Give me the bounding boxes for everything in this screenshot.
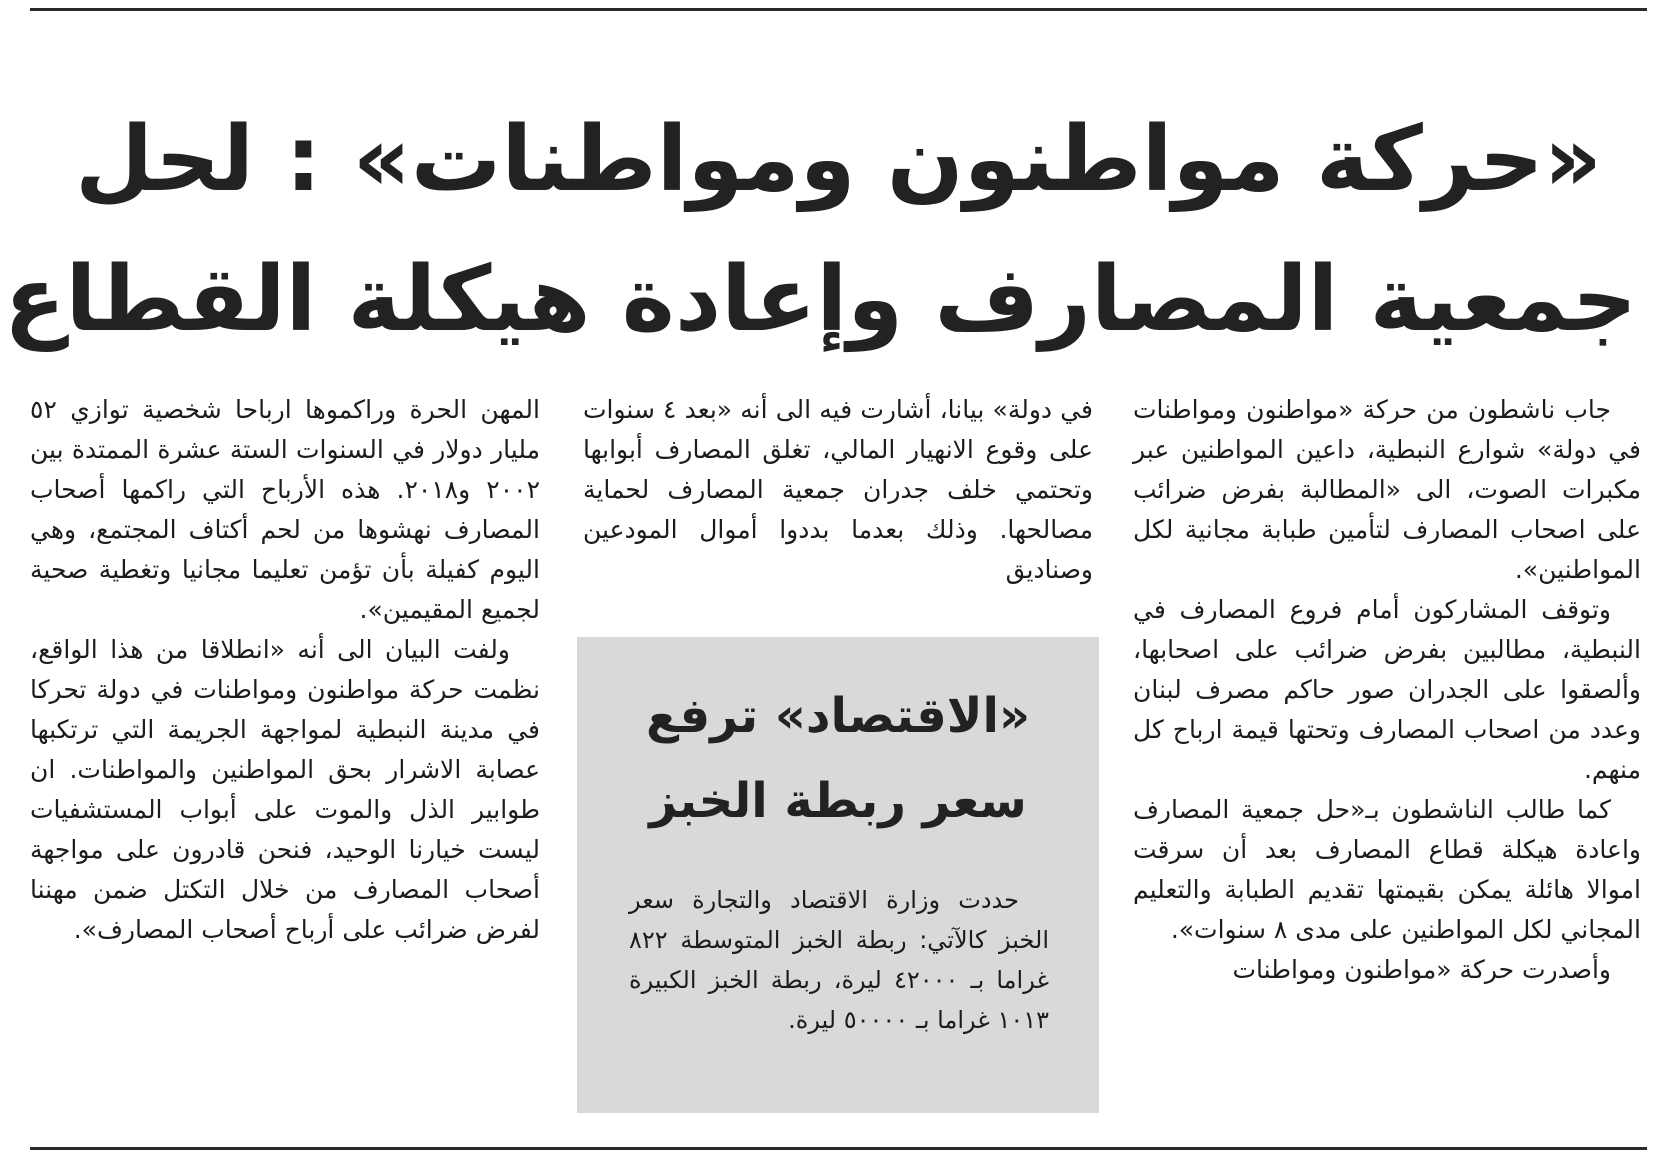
paragraph: المهن الحرة وراكموها ارباحا شخصية توازي ٥٢ مليار دولار في السنوات الستة عشرة الممتدة بين ٢٠٠٢ و٢٠١٨. هذه الأرباح التي راكمها أصحاب المصارف نهشوها من لحم أكتاف المجتمع، وهي اليوم كفيلة بأن تؤمن تعليما مجانيا وتغطية صحية لجميع المقيمين».: [30, 395, 540, 624]
paragraph: وتوقف المشاركون أمام فروع المصارف في النبطية، مطالبين بفرض ضرائب على اصحابها، وألصقوا على الجدران صور حاكم مصرف لبنان وعدد من اصحاب المصارف وتحتها قيمة ارباح كل منهم.: [1133, 595, 1641, 784]
article-column-left: [30, 390, 540, 950]
top-rule: [30, 8, 1647, 11]
paragraph: وأصدرت حركة «مواطنون ومواطنات: [1232, 955, 1611, 984]
sidebar-body: حددت وزارة الاقتصاد والتجارة سعر الخبز كالآتي: ربطة الخبز المتوسطة ٨٢٢ غراما بـ ٤٢٠٠٠ ليرة، ربطة الخبز الكبيرة ١٠١٣ غراما بـ ٥٠٠٠٠ ليرة.: [629, 886, 1049, 1034]
paragraph: في دولة» بيانا، أشارت فيه الى أنه «بعد ٤ سنوات على وقوع الانهيار المالي، تغلق المصارف أبوابها وتحتمي خلف جدران جمعية المصارف لحماية مصالحها. وذلك بعدما بددوا أموال المودعين وصناديق: [583, 395, 1093, 584]
bottom-rule: [30, 1147, 1647, 1150]
headline-line-2: جمعية المصارف وإعادة هيكلة القطاع: [3, 247, 1637, 352]
sidebar-title-line-1: «الاقتصاد» ترفع: [646, 688, 1030, 744]
article-column-middle: [583, 390, 1093, 590]
paragraph: جاب ناشطون من حركة «مواطنون ومواطنات في دولة» شوارع النبطية، داعين المواطنين عبر مكبرات الصوت، الى «المطالبة بفرض ضرائب على اصحاب المصارف لتأمين طبابة مجانية لكل المواطنين».: [1133, 395, 1641, 584]
sidebar-title-line-2: سعر ربطة الخبز: [649, 773, 1027, 829]
headline-line-1: «حركة مواطنون ومواطنات» : لحل: [75, 107, 1602, 212]
article-column-right: [1133, 390, 1641, 990]
paragraph: كما طالب الناشطون بـ«حل جمعية المصارف واعادة هيكلة قطاع المصارف بعد أن سرقت اموالا هائلة يمكن بقيمتها تقديم الطبابة والتعليم المجاني لكل المواطنين على مدى ٨ سنوات».: [1133, 795, 1641, 944]
sidebar-box: [577, 637, 1099, 1113]
paragraph: ولفت البيان الى أنه «انطلاقا من هذا الواقع، نظمت حركة مواطنون ومواطنات في دولة تحركا في مدينة النبطية لمواجهة الجريمة التي ترتكبها عصابة الاشرار بحق المواطنين والمواطنات. ان طوابير الذل والموت على أبواب المستشفيات ليست خيارنا الوحيد، فنحن قادرون على مواجهة أصحاب المصارف من خلال التكتل ضمن مهننا لفرض ضرائب على أرباح أصحاب المصارف».: [30, 635, 540, 944]
